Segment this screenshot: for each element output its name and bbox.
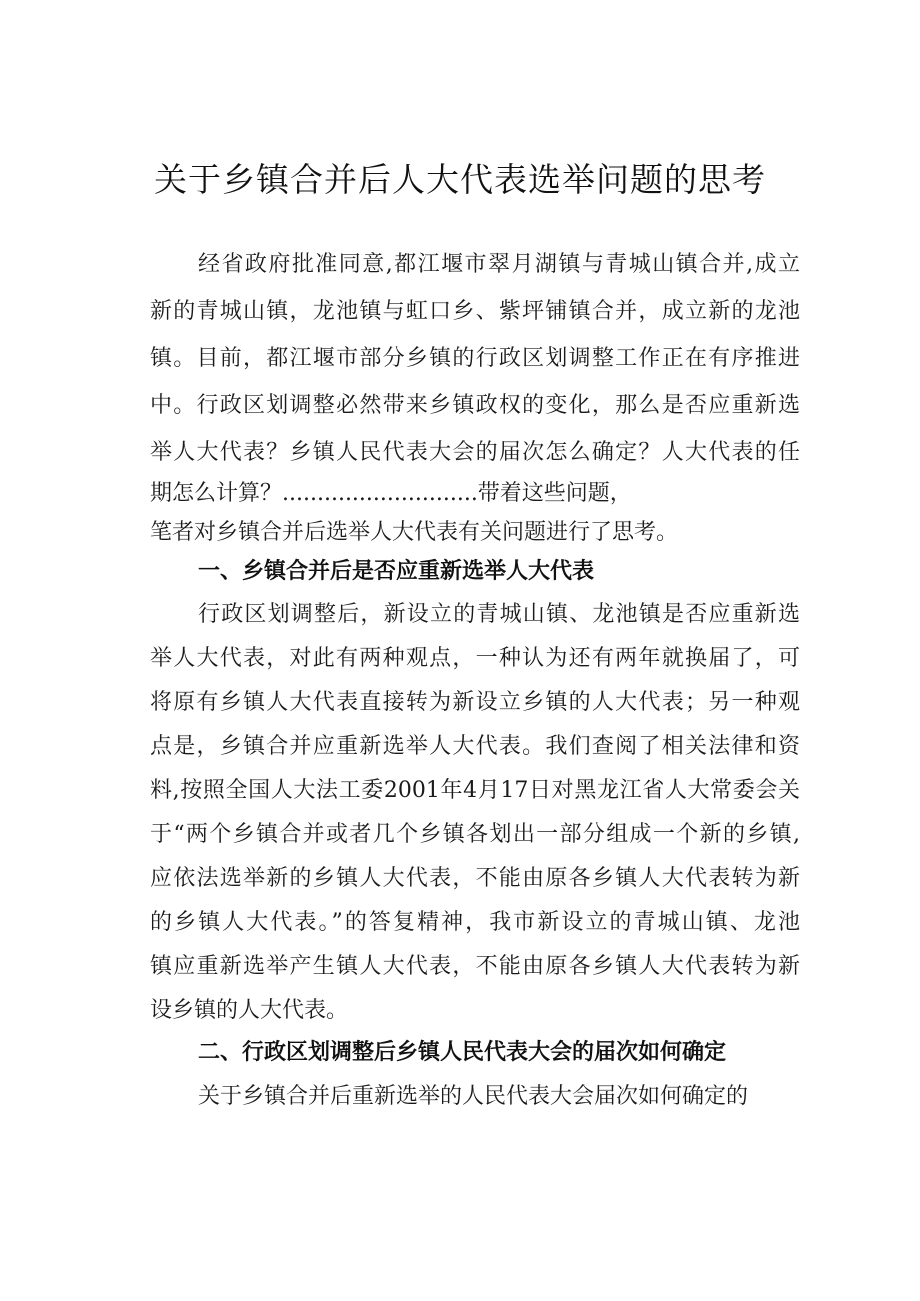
intro-line: 笔者对乡镇合并后选举人大代表有关问题进行了思考。 (150, 520, 679, 545)
section1-line: 将原有乡镇人大代表直接转为新设立乡镇的人大代表；另一种观 (150, 690, 800, 715)
section1-line: 的乡镇人大代表。”的答复精神，我市新设立的青城山镇、龙池 (150, 910, 800, 935)
section1-line: 于“两个乡镇合并或者几个乡镇各划出一部分组成一个新的乡镇, (150, 822, 800, 847)
section1-line: 料,按照全国人大法工委2001年4月17日对黑龙江省人大常委会关 (150, 778, 800, 803)
intro-line: 新的青城山镇，龙池镇与虹口乡、紫坪铺镇合并，成立新的龙池 (150, 299, 800, 324)
intro-line: 镇。目前，都江堰市部分乡镇的行政区划调整工作正在有序推进 (150, 346, 800, 371)
intro-line: 举人大代表？乡镇人民代表大会的届次怎么确定？人大代表的任 (150, 440, 800, 465)
intro-line: 中。行政区划调整必然带来乡镇政权的变化，那么是否应重新选 (150, 393, 800, 418)
intro-line: 经省政府批准同意,都江堰市翠月湖镇与青城山镇合并,成立 (198, 252, 800, 277)
section2-line: 关于乡镇合并后重新选举的人民代表大会届次如何确定的 (198, 1084, 749, 1109)
section1-line: 点是，乡镇合并应重新选举人大代表。我们查阅了相关法律和资 (150, 734, 800, 759)
section1-line: 镇应重新选举产生镇人大代表，不能由原各乡镇人大代表转为新 (150, 954, 800, 979)
intro-line: 期怎么计算？............................带着这些问题， (150, 481, 632, 506)
section1-line: 行政区划调整后，新设立的青城山镇、龙池镇是否应重新选 (198, 602, 800, 627)
document-title: 关于乡镇合并后人大代表选举问题的思考 (154, 160, 766, 199)
section1-line: 应依法选举新的乡镇人大代表，不能由原各乡镇人大代表转为新 (150, 866, 800, 891)
section-heading-1: 一、乡镇合并后是否应重新选举人大代表 (198, 559, 595, 584)
section-heading-2: 二、行政区划调整后乡镇人民代表大会的届次如何确定 (198, 1040, 727, 1065)
section1-line: 举人大代表，对此有两种观点，一种认为还有两年就换届了，可 (150, 646, 800, 671)
section1-line: 设乡镇的人大代表。 (150, 998, 349, 1023)
